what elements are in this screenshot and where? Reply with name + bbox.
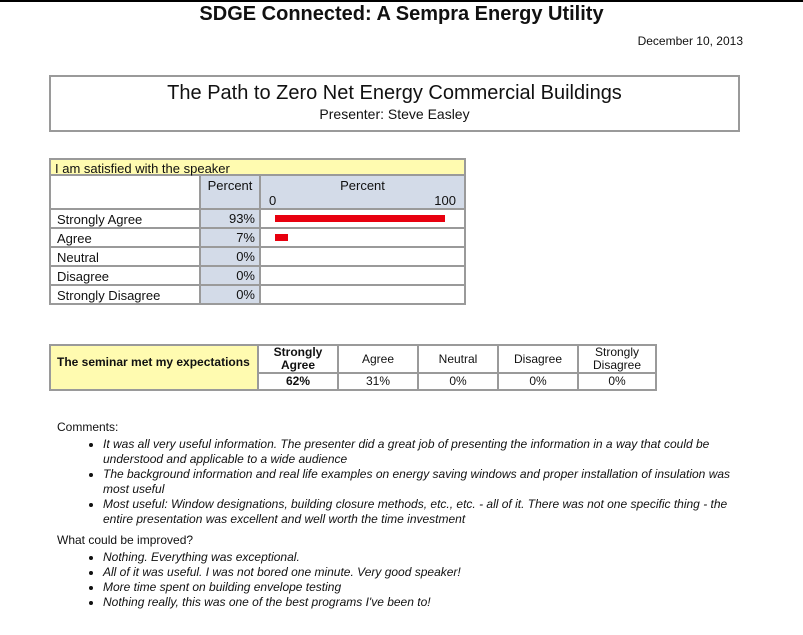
org-title: SDGE Connected: A Sempra Energy Utility bbox=[199, 3, 604, 25]
expectations-column bbox=[339, 346, 419, 389]
response-label: Disagree bbox=[57, 269, 110, 284]
expectations-column bbox=[419, 346, 499, 389]
comment-item: • Most useful: Window designations, building closure methods, etc., etc. - all of it. There was not one specific thing - the entire presentation was excellent and well worth the time investment bbox=[103, 497, 757, 527]
column-value: 0% bbox=[529, 374, 547, 388]
improvement-item: • Nothing really, this was one of the best programs I've been to! bbox=[103, 595, 757, 610]
satisfaction-row bbox=[49, 267, 466, 286]
response-label: Strongly Disagree bbox=[57, 288, 161, 303]
improvement-item: • All of it was useful. I was not bored one minute. Very good speaker! bbox=[103, 565, 757, 580]
comments-list bbox=[57, 437, 757, 527]
report-date: December 10, 2013 bbox=[637, 34, 743, 48]
expectations-table bbox=[49, 344, 657, 391]
satisfaction-question: I am satisfied with the speaker bbox=[49, 158, 466, 176]
response-label: Neutral bbox=[57, 250, 99, 265]
satisfaction-table bbox=[49, 158, 466, 305]
response-percent: 0% bbox=[199, 286, 261, 303]
improvements-list bbox=[57, 550, 757, 610]
satisfaction-row bbox=[49, 286, 466, 305]
column-header: Disagree bbox=[499, 346, 577, 374]
bar-agree bbox=[275, 234, 288, 241]
response-label: Agree bbox=[57, 231, 92, 246]
blank-header-cell bbox=[51, 176, 199, 208]
percent-column-header: Percent bbox=[199, 176, 261, 208]
response-percent: 0% bbox=[199, 248, 261, 265]
chart-title: Percent bbox=[340, 178, 385, 193]
column-value: 31% bbox=[365, 374, 391, 388]
satisfaction-row bbox=[49, 248, 466, 267]
seminar-title: The Path to Zero Net Energy Commercial Buildings bbox=[167, 82, 622, 104]
title-box bbox=[49, 75, 740, 132]
improvement-item: • More time spent on building envelope testing bbox=[103, 580, 757, 595]
response-percent: 7% bbox=[199, 229, 261, 246]
column-header: Neutral bbox=[419, 346, 497, 374]
expectations-column bbox=[499, 346, 579, 389]
comments-section bbox=[57, 420, 757, 614]
column-value: 0% bbox=[608, 374, 626, 388]
bar-strongly-agree bbox=[275, 215, 445, 222]
presenter-line: Presenter: Steve Easley bbox=[319, 106, 470, 122]
expectations-column bbox=[259, 346, 339, 389]
bar-cell bbox=[261, 267, 464, 284]
response-label: Strongly Agree bbox=[57, 212, 143, 227]
comment-item: • The background information and real life examples on energy saving windows and proper installation of insulation was most useful bbox=[103, 467, 757, 497]
response-percent: 0% bbox=[199, 267, 261, 284]
expectations-question: The seminar met my expectations bbox=[51, 346, 259, 389]
comment-item: • It was all very useful information. The presenter did a great job of presenting the information in a way that could be understood and applicable to a wide audience bbox=[103, 437, 757, 467]
satisfaction-column-headers bbox=[49, 176, 466, 210]
bar-cell bbox=[261, 248, 464, 265]
improvements-label: What could be improved? bbox=[57, 533, 194, 547]
column-value: 62% bbox=[285, 374, 311, 388]
chart-header bbox=[261, 176, 464, 208]
improvement-item: • Nothing. Everything was exceptional. bbox=[103, 550, 757, 565]
bar-cell bbox=[261, 229, 464, 246]
column-header: Strongly Disagree bbox=[579, 346, 655, 374]
satisfaction-row bbox=[49, 210, 466, 229]
expectations-column bbox=[579, 346, 655, 389]
comments-label: Comments: bbox=[57, 420, 119, 434]
top-rule bbox=[0, 0, 803, 2]
column-header: Agree bbox=[339, 346, 417, 374]
axis-max-label: 100 bbox=[434, 193, 456, 208]
column-header: Strongly Agree bbox=[259, 346, 337, 374]
satisfaction-row bbox=[49, 229, 466, 248]
bar-cell bbox=[261, 286, 464, 303]
column-value: 0% bbox=[449, 374, 467, 388]
response-percent: 93% bbox=[199, 210, 261, 227]
axis-min-label: 0 bbox=[269, 193, 277, 208]
bar-cell bbox=[261, 210, 464, 227]
